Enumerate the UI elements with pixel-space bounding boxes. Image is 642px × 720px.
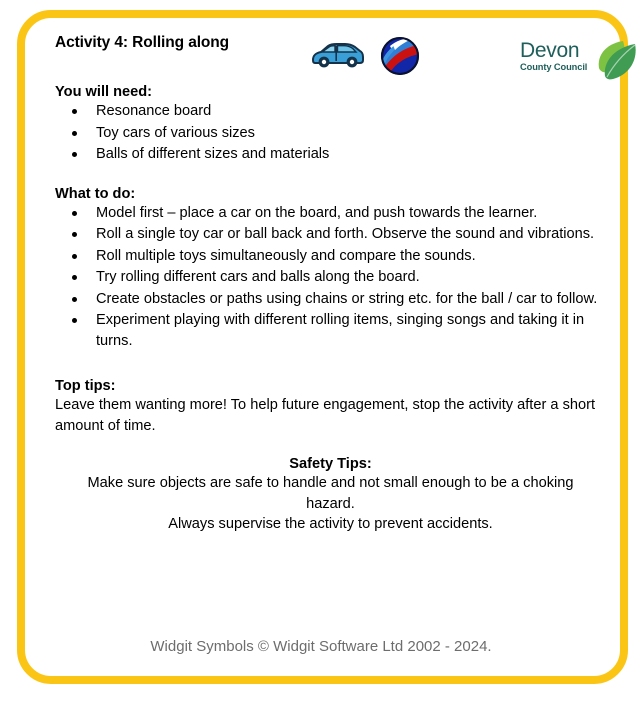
list-item-text: Toy cars of various sizes (96, 124, 255, 141)
list-item-text: Balls of different sizes and materials (96, 146, 330, 162)
top-tips-heading: Top tips: (55, 378, 116, 394)
top-tips-body: Leave them wanting more! To help future engagement, stop the activity after a short amount of time. (55, 397, 596, 434)
car-icon (310, 40, 364, 75)
logo-secondary-text: County Council (520, 62, 588, 72)
card-content (55, 32, 606, 535)
logo-primary-text: Devon (520, 39, 580, 62)
list-item-text: Try rolling different cars and balls along the board. (96, 269, 420, 285)
safety-tips-heading: Safety Tips: (289, 456, 372, 472)
logo-text (520, 40, 587, 73)
footer-copyright: Widgit Symbols © Widgit Software Ltd 2002 - 2024. (150, 638, 492, 655)
list-item-text: Experiment playing with different rolling items, singing songs and taking it in turns. (96, 312, 585, 349)
you-will-need-list (55, 101, 606, 165)
what-to-do-heading: What to do: (55, 185, 136, 202)
bullet-icon (72, 297, 77, 302)
safety-tips-line-1: Make sure objects are safe to handle and not small enough to be a choking hazard. (87, 475, 574, 512)
leaf-icon (593, 38, 639, 87)
list-item (55, 101, 606, 122)
spacer (55, 352, 606, 378)
what-to-do-section (55, 186, 615, 352)
you-will-need-section (55, 84, 606, 165)
list-item-text: Model first – place a car on the board, and push towards the learner. (96, 204, 538, 221)
list-item (55, 123, 606, 144)
list-item-text: Create obstacles or paths using chains or string etc. for the ball / car to follow. (96, 290, 598, 307)
page-title: Activity 4: Rolling along (55, 34, 230, 51)
spacer (55, 166, 606, 186)
bullet-icon (72, 152, 77, 157)
bullet-icon (72, 131, 77, 136)
bullet-icon (72, 275, 77, 280)
bullet-icon (72, 109, 77, 114)
bullet-icon (72, 254, 77, 259)
list-item (55, 224, 615, 245)
list-item (55, 203, 615, 224)
list-item (55, 267, 615, 288)
list-item (55, 289, 615, 310)
activity-card (17, 10, 628, 684)
bullet-icon (72, 318, 77, 323)
safety-tips-line-2: Always supervise the activity to prevent accidents. (168, 516, 493, 532)
list-item (55, 246, 615, 267)
top-tips-section (55, 378, 615, 436)
list-item (55, 144, 606, 165)
spacer (55, 436, 606, 456)
header-row (55, 32, 606, 84)
what-to-do-list (55, 203, 615, 352)
safety-tips-section (55, 456, 606, 535)
list-item-text: Roll a single toy car or ball back and forth. Observe the sound and vibrations. (96, 226, 595, 242)
devon-county-council-logo (520, 38, 640, 84)
beach-ball-icon (380, 36, 420, 81)
bullet-icon (72, 211, 77, 216)
list-item (55, 310, 615, 351)
list-item-text: Resonance board (96, 103, 212, 119)
bullet-icon (72, 232, 77, 237)
list-item-text: Roll multiple toys simultaneously and compare the sounds. (96, 247, 476, 264)
you-will-need-heading: You will need: (55, 84, 153, 100)
